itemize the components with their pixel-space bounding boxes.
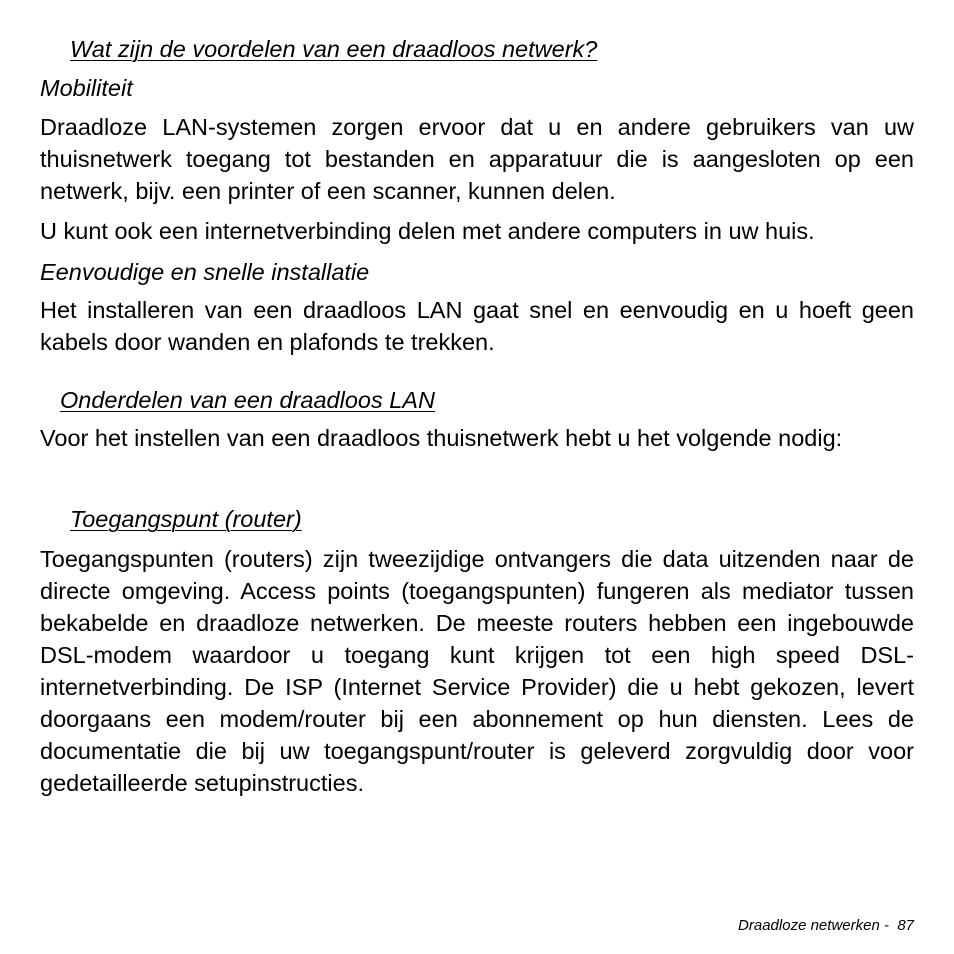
footer-chapter-title: Draadloze netwerken - [738,917,889,934]
section-heading-access-point: Toegangspunt (router) [70,506,302,532]
paragraph-components-intro: Voor het instellen van een draadloos thuisnetwerk hebt u het volgende nodig: [40,425,843,451]
subheading-mobility: Mobiliteit [40,75,133,101]
paragraph-internet-sharing: U kunt ook een internetverbinding delen met andere computers in uw huis. [40,218,815,244]
subheading-easy-installation: Eenvoudige en snelle installatie [40,259,370,285]
section-heading-wireless-lan-components: Onderdelen van een draadloos LAN [60,387,435,413]
paragraph-access-point: Toegangspunten (routers) zijn tweezijdige ontvangers die data uitzenden naar de directe omgeving. Access points (toegangspunten) fungeren als mediator tussen bekabelde en draadloze netwerken. De meeste routers hebben een ingebouwde DSL-modem waardoor u toegang kunt krijgen tot een high speed DSL-internetverbinding. De ISP (Internet Service Provider) die u hebt gekozen, levert doorgaans een modem/router bij een abonnement op hun diensten. Lees de documentatie die bij uw toegangspunt/router is geleverd zorgvuldig door voor gedetailleerde setupinstructies. [40,546,914,796]
paragraph-installation: Het installeren van een draadloos LAN gaat snel en eenvoudig en u hoeft geen kabels door wanden en plafonds te trekken. [40,297,914,355]
page-number: 87 [897,917,914,934]
page-footer [738,917,914,934]
section-heading-wireless-benefits: Wat zijn de voordelen van een draadloos netwerk? [70,36,598,62]
paragraph-mobility: Draadloze LAN-systemen zorgen ervoor dat u en andere gebruikers van uw thuisnetwerk toegang tot bestanden en apparatuur die is aangesloten op een netwerk, bijv. een printer of een scanner, kunnen delen. [40,114,914,204]
